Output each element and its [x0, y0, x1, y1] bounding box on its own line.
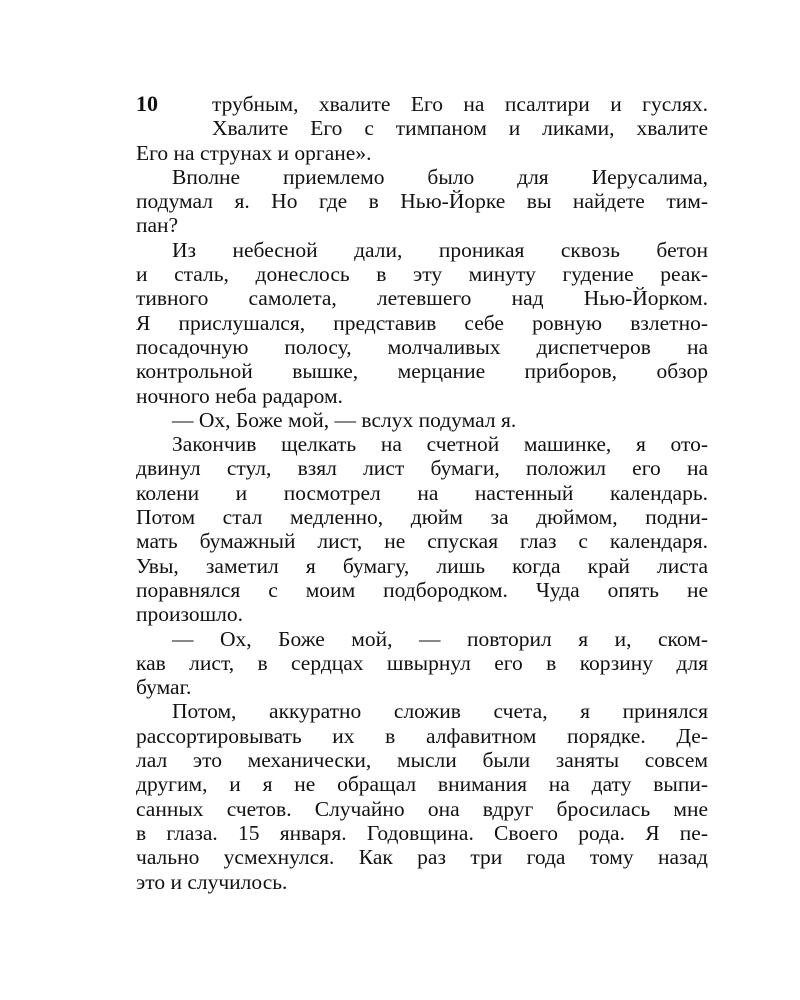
text-line: это и случилось.	[136, 869, 288, 894]
text-line: Увы, заметил я бумагу, лишь когда край листа	[136, 553, 708, 578]
text-line: ночного неба радаром.	[136, 383, 343, 408]
text-line: бумаг.	[136, 675, 192, 700]
text-line: подумал я. Но где в Нью-Йорке вы найдете тим-	[136, 189, 708, 214]
text-line: санных счетов. Случайно она вдруг бросилась мне	[136, 796, 708, 821]
text-line: произошло.	[136, 602, 244, 627]
text-line: — Ох, Боже мой, — повторил я и, ском-	[172, 626, 708, 651]
text-line: кав лист, в сердцах швырнул его в корзину для	[136, 650, 708, 675]
text-line: Я прислушался, представив себе ровную взлетно-	[136, 310, 708, 335]
text-line: поравнялся с моим подбородком. Чуда опять не	[136, 577, 708, 602]
text-line: колени и посмотрел на настенный календарь.	[136, 480, 708, 505]
text-line: контрольной вышке, мерцание приборов, обзор	[136, 359, 708, 384]
text-line: Хвалите Его с тимпаном и ликами, хвалите	[212, 116, 708, 141]
text-line: и сталь, донеслось в эту минуту гудение реак-	[136, 262, 708, 287]
text-line: посадочную полосу, молчаливых диспетчеров на	[136, 334, 708, 359]
text-line: двинул стул, взял лист бумаги, положил его на	[136, 456, 708, 481]
body-text	[136, 92, 708, 894]
text-line: Потом стал медленно, дюйм за дюймом, подни-	[136, 505, 708, 530]
text-line: Потом, аккуратно сложив счета, я принялся	[172, 699, 708, 724]
text-line: трубным, хвалите Его на псалтири и гуслях.	[212, 92, 708, 116]
text-line: Вполне приемлемо было для Иерусалима,	[172, 164, 708, 189]
text-line: мать бумажный лист, не спуская глаз с календаря.	[136, 529, 708, 554]
text-line: лал это механически, мысли были заняты совсем	[136, 748, 708, 773]
text-line: Из небесной дали, проникая сквозь бетон	[172, 237, 708, 262]
page-number: 10	[136, 91, 158, 116]
text-line: рассортировывать их в алфавитном порядке. Де-	[136, 723, 708, 748]
text-line: Закончив щелкать на счетной машинке, я ото-	[172, 432, 708, 457]
text-line: — Ох, Боже мой, — вслух подумал я.	[172, 407, 517, 432]
book-page	[136, 92, 708, 894]
text-line: Его на струнах и органе».	[136, 140, 372, 165]
text-line: чально усмехнулся. Как раз три года тому назад	[136, 845, 708, 870]
text-line: пан?	[136, 213, 179, 238]
text-line: тивного самолета, летевшего над Нью-Йорком.	[136, 286, 708, 311]
text-line: другим, и я не обращал внимания на дату выпи-	[136, 772, 708, 797]
text-line: в глаза. 15 января. Годовщина. Своего рода. Я пе-	[136, 820, 708, 845]
